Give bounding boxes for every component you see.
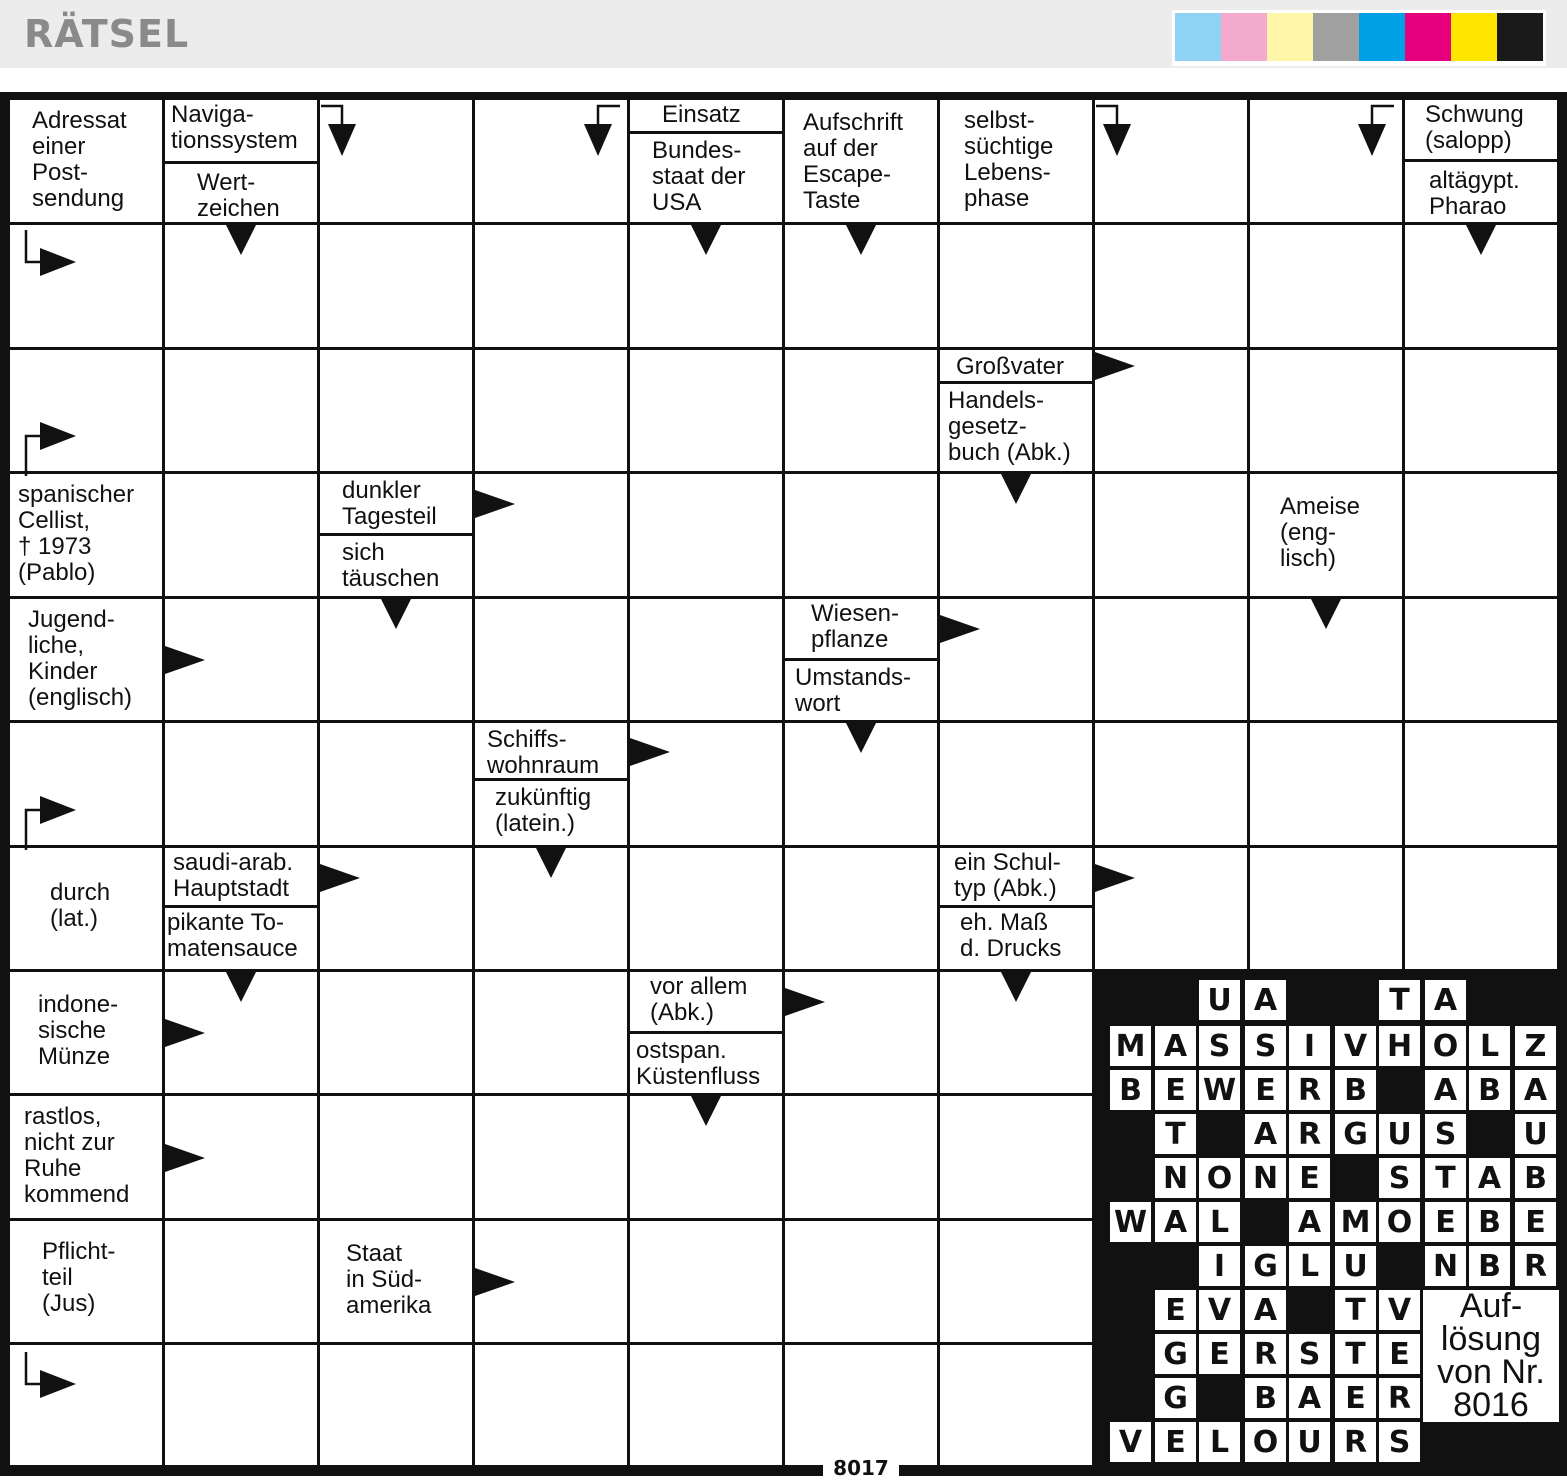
solution-letter: S <box>1199 1026 1240 1066</box>
solution-letter: B <box>1110 1070 1151 1110</box>
solution-letter: A <box>1245 980 1286 1020</box>
arrow-right-icon <box>1095 352 1137 380</box>
answer-cell[interactable] <box>1250 225 1402 347</box>
solution-letter: W <box>1199 1070 1240 1110</box>
answer-cell[interactable] <box>475 1345 627 1465</box>
solution-letter: A <box>1425 980 1466 1020</box>
arrow-hook-down-icon <box>1095 104 1135 160</box>
answer-cell[interactable] <box>320 1096 472 1218</box>
answer-cell[interactable] <box>320 1345 472 1465</box>
solution-letter: R <box>1515 1246 1556 1286</box>
answer-cell[interactable] <box>1405 599 1557 720</box>
answer-cell[interactable] <box>630 848 782 969</box>
answer-cell[interactable] <box>475 972 627 1093</box>
answer-cell[interactable] <box>940 1221 1092 1342</box>
solution-letter: E <box>1515 1202 1556 1242</box>
clue-cell: indone- sische Münze <box>10 972 162 1093</box>
solution-caption: Auf- lösung von Nr. 8016 <box>1423 1290 1559 1422</box>
answer-cell[interactable] <box>785 848 937 969</box>
arrow-hook-down-icon <box>1352 104 1396 160</box>
solution-letter: S <box>1379 1158 1420 1198</box>
crossword-board <box>0 92 1567 1476</box>
answer-cell[interactable] <box>940 225 1092 347</box>
clue-cell: altägypt. Pharao <box>1405 162 1557 222</box>
arrow-right-icon <box>1095 864 1137 892</box>
color-swatch <box>1359 13 1405 61</box>
solution-letter: O <box>1245 1422 1286 1462</box>
arrow-down-icon <box>846 723 876 755</box>
answer-cell[interactable] <box>785 1096 937 1218</box>
solution-letter: H <box>1379 1026 1420 1066</box>
clue-cell: Schwung (salopp) <box>1405 100 1557 162</box>
answer-cell[interactable] <box>320 723 472 845</box>
solution-letter: G <box>1245 1246 1286 1286</box>
solution-letter: U <box>1335 1246 1376 1286</box>
answer-cell[interactable] <box>940 723 1092 845</box>
header-bar <box>0 0 1567 68</box>
arrow-right-icon <box>475 1268 517 1296</box>
solution-letter: I <box>1199 1246 1240 1286</box>
solution-letter: T <box>1379 980 1420 1020</box>
arrow-down-icon <box>1001 972 1031 1004</box>
arrow-down-icon <box>536 848 566 880</box>
clue-cell: Wert- zeichen <box>165 164 317 222</box>
answer-cell[interactable] <box>785 474 937 596</box>
answer-cell[interactable] <box>320 225 472 347</box>
answer-cell[interactable] <box>1250 848 1402 969</box>
solution-letter: U <box>1515 1114 1556 1154</box>
arrow-down-icon <box>226 972 256 1004</box>
answer-cell[interactable] <box>165 1221 317 1342</box>
clue-cell: Wiesen- pflanze <box>785 599 937 661</box>
arrow-hook-right-icon <box>10 1350 80 1406</box>
solution-letter: E <box>1155 1422 1196 1462</box>
answer-cell[interactable] <box>1405 723 1557 845</box>
arrow-down-icon <box>846 225 876 257</box>
answer-cell[interactable] <box>630 599 782 720</box>
answer-cell[interactable] <box>475 225 627 347</box>
answer-cell[interactable] <box>1095 225 1247 347</box>
solution-letter: I <box>1289 1026 1330 1066</box>
solution-letter: A <box>1245 1290 1286 1330</box>
clue-cell: ein Schul- typ (Abk.) <box>940 848 1092 908</box>
arrow-step-right-icon <box>10 796 80 852</box>
arrow-right-icon <box>630 738 672 766</box>
answer-cell[interactable] <box>165 350 317 471</box>
page-title: RÄTSEL <box>24 12 190 56</box>
clue-cell: pikante To- matensauce <box>165 908 317 969</box>
arrow-down-icon <box>1466 225 1496 257</box>
solution-letter: E <box>1425 1202 1466 1242</box>
arrow-down-icon <box>1311 599 1341 631</box>
solution-letter: R <box>1289 1070 1330 1110</box>
color-swatch <box>1267 13 1313 61</box>
color-swatch <box>1451 13 1497 61</box>
answer-cell[interactable] <box>1095 723 1247 845</box>
answer-cell[interactable] <box>630 350 782 471</box>
solution-letter: L <box>1199 1202 1240 1242</box>
clue-cell: Jugend- liche, Kinder (englisch) <box>10 599 162 720</box>
solution-letter: V <box>1379 1290 1420 1330</box>
solution-letter: R <box>1245 1334 1286 1374</box>
answer-cell[interactable] <box>475 599 627 720</box>
clue-cell: saudi-arab. Hauptstadt <box>165 848 317 908</box>
clue-cell: Handels- gesetz- buch (Abk.) <box>940 384 1092 471</box>
solution-letter: A <box>1469 1158 1510 1198</box>
arrow-down-icon <box>691 225 721 257</box>
clue-cell: ostspan. Küstenfluss <box>630 1034 782 1093</box>
solution-letter: A <box>1425 1070 1466 1110</box>
clue-cell: Einsatz <box>630 100 782 134</box>
solution-letter: T <box>1335 1334 1376 1374</box>
answer-cell[interactable] <box>1405 350 1557 471</box>
arrow-step-right-icon <box>10 422 80 478</box>
solution-letter: S <box>1289 1334 1330 1374</box>
arrow-right-icon <box>320 864 362 892</box>
answer-cell[interactable] <box>1405 848 1557 969</box>
solution-letter: B <box>1469 1070 1510 1110</box>
solution-letter: O <box>1199 1158 1240 1198</box>
answer-cell[interactable] <box>1095 599 1247 720</box>
answer-cell[interactable] <box>940 1096 1092 1218</box>
solution-letter: R <box>1289 1114 1330 1154</box>
clue-cell: Bundes- staat der USA <box>630 134 782 222</box>
clue-cell: vor allem (Abk.) <box>630 972 782 1034</box>
clue-cell: sich täuschen <box>320 536 472 596</box>
answer-cell[interactable] <box>1250 350 1402 471</box>
solution-letter: U <box>1289 1422 1330 1462</box>
clue-cell: spanischer Cellist, † 1973 (Pablo) <box>10 474 162 596</box>
solution-letter: T <box>1335 1290 1376 1330</box>
answer-cell[interactable] <box>940 1345 1092 1465</box>
answer-cell[interactable] <box>785 1345 937 1465</box>
solution-letter: B <box>1245 1378 1286 1418</box>
answer-cell[interactable] <box>1095 474 1247 596</box>
arrow-right-icon <box>940 615 982 643</box>
solution-panel <box>1095 970 1567 1476</box>
solution-letter: E <box>1155 1070 1196 1110</box>
solution-letter: V <box>1110 1422 1151 1462</box>
solution-letter: B <box>1515 1158 1556 1198</box>
solution-letter: R <box>1335 1422 1376 1462</box>
answer-cell[interactable] <box>320 972 472 1093</box>
solution-letter: A <box>1289 1378 1330 1418</box>
solution-letter: T <box>1425 1158 1466 1198</box>
solution-letter: A <box>1289 1202 1330 1242</box>
solution-letter: G <box>1155 1378 1196 1418</box>
clue-cell: Pflicht- teil (Jus) <box>10 1221 162 1342</box>
arrow-down-icon <box>381 599 411 631</box>
answer-cell[interactable] <box>165 723 317 845</box>
solution-letter: L <box>1469 1026 1510 1066</box>
clue-cell: Aufschrift auf der Escape- Taste <box>785 100 937 222</box>
solution-letter: L <box>1199 1422 1240 1462</box>
arrow-down-icon <box>1001 474 1031 506</box>
answer-cell[interactable] <box>1250 723 1402 845</box>
solution-letter: A <box>1155 1026 1196 1066</box>
color-calibration-bar <box>1172 10 1546 66</box>
answer-cell[interactable] <box>630 1221 782 1342</box>
solution-letter: M <box>1110 1026 1151 1066</box>
solution-letter: E <box>1335 1378 1376 1418</box>
solution-letter: N <box>1155 1158 1196 1198</box>
clue-cell: durch (lat.) <box>10 848 162 969</box>
solution-letter: E <box>1155 1290 1196 1330</box>
solution-letter: E <box>1289 1158 1330 1198</box>
solution-letter: L <box>1289 1246 1330 1286</box>
solution-letter: N <box>1245 1158 1286 1198</box>
solution-letter: T <box>1155 1114 1196 1154</box>
clue-cell: Großvater <box>940 350 1092 384</box>
arrow-right-icon <box>165 1019 207 1047</box>
arrow-right-icon <box>165 1144 207 1172</box>
answer-cell[interactable] <box>785 350 937 471</box>
clue-cell: Naviga- tionssystem <box>165 100 317 164</box>
solution-letter: W <box>1110 1202 1151 1242</box>
arrow-hook-down-icon <box>578 104 622 160</box>
solution-letter: G <box>1335 1114 1376 1154</box>
solution-letter: O <box>1425 1026 1466 1066</box>
solution-letter: A <box>1245 1114 1286 1154</box>
answer-cell[interactable] <box>785 1221 937 1342</box>
solution-letter: S <box>1245 1026 1286 1066</box>
solution-letter: U <box>1199 980 1240 1020</box>
answer-cell[interactable] <box>165 1345 317 1465</box>
solution-letter: E <box>1379 1334 1420 1374</box>
arrow-down-icon <box>691 1096 721 1128</box>
clue-cell: zukünftig (latein.) <box>475 781 627 845</box>
clue-cell: dunkler Tagesteil <box>320 474 472 536</box>
solution-letter: N <box>1425 1246 1466 1286</box>
puzzle-number: 8017 <box>823 1456 899 1480</box>
arrow-down-icon <box>226 225 256 257</box>
answer-cell[interactable] <box>630 474 782 596</box>
answer-cell[interactable] <box>630 1345 782 1465</box>
solution-letter: G <box>1155 1334 1196 1374</box>
arrow-hook-down-icon <box>320 104 360 160</box>
clue-cell: rastlos, nicht zur Ruhe kommend <box>10 1096 162 1218</box>
color-swatch <box>1405 13 1451 61</box>
solution-letter: B <box>1469 1246 1510 1286</box>
color-swatch <box>1175 13 1221 61</box>
solution-letter: A <box>1515 1070 1556 1110</box>
clue-cell: Umstands- wort <box>785 661 937 720</box>
solution-letter: U <box>1379 1114 1420 1154</box>
solution-letter: O <box>1379 1202 1420 1242</box>
solution-letter: V <box>1335 1026 1376 1066</box>
solution-letter: S <box>1425 1114 1466 1154</box>
arrow-right-icon <box>165 646 207 674</box>
solution-letter: A <box>1155 1202 1196 1242</box>
answer-cell[interactable] <box>475 350 627 471</box>
arrow-right-icon <box>475 490 517 518</box>
clue-cell: Staat in Süd- amerika <box>320 1221 472 1342</box>
answer-cell[interactable] <box>320 350 472 471</box>
solution-letter: E <box>1199 1334 1240 1374</box>
color-swatch <box>1221 13 1267 61</box>
solution-letter: M <box>1335 1202 1376 1242</box>
answer-cell[interactable] <box>475 1096 627 1218</box>
solution-letter: S <box>1379 1422 1420 1462</box>
color-swatch <box>1497 13 1543 61</box>
clue-cell: eh. Maß d. Drucks <box>940 908 1092 969</box>
solution-letter: Z <box>1515 1026 1556 1066</box>
arrow-right-icon <box>785 988 827 1016</box>
color-swatch <box>1313 13 1359 61</box>
clue-cell: Schiffs- wohnraum <box>475 723 627 781</box>
clue-cell: selbst- süchtige Lebens- phase <box>940 100 1092 222</box>
solution-letter: R <box>1379 1378 1420 1418</box>
answer-cell[interactable] <box>165 474 317 596</box>
solution-letter: B <box>1469 1202 1510 1242</box>
answer-cell[interactable] <box>1405 474 1557 596</box>
solution-letter: V <box>1199 1290 1240 1330</box>
arrow-hook-right-icon <box>10 228 80 284</box>
solution-letter: B <box>1335 1070 1376 1110</box>
clue-cell: Adressat einer Post- sendung <box>10 100 162 222</box>
solution-letter: E <box>1245 1070 1286 1110</box>
clue-cell: Ameise (eng- lisch) <box>1250 474 1402 596</box>
